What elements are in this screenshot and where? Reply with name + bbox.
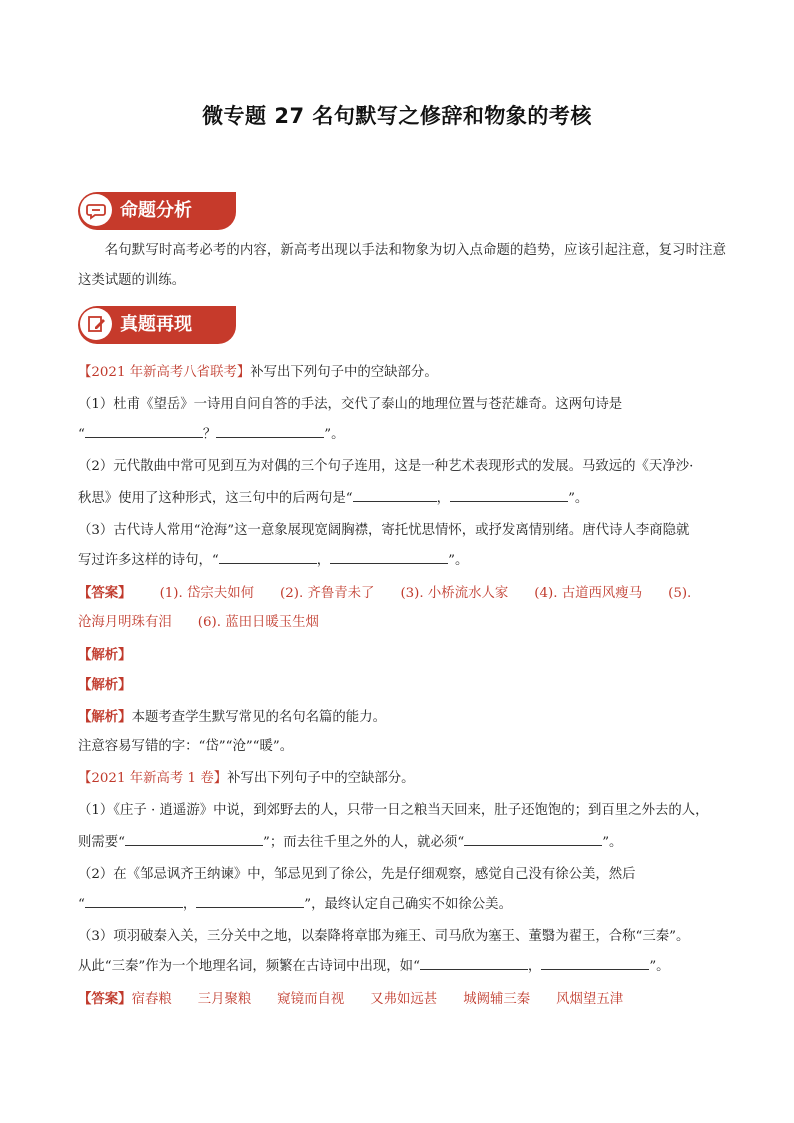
question-2-prompt: 补写出下列句子中的空缺部分。 bbox=[227, 771, 415, 786]
q2-item2-line1: （2）在《邹忌讽齐王纳谏》中，邹忌见到了徐公，先是仔细观察，感觉自己没有徐公美，然后 bbox=[78, 867, 636, 882]
analysis-text: 名句默写时高考必考的内容，新高考出现以手法和物象为切入点命题的趋势，应该引起注意，复习时注意这类试题的训练。 bbox=[78, 243, 726, 288]
answer-item: (6). 蓝田日暖玉生烟 bbox=[197, 615, 319, 630]
q2-item1-line2: 则需要“ ”；而去往千里之外的人，就必须“ ”。 bbox=[78, 835, 623, 850]
q1-answer-line2 bbox=[78, 608, 726, 638]
answer-item: 三月聚粮 bbox=[197, 992, 252, 1007]
section-tag-analysis bbox=[78, 192, 236, 230]
answer-blank[interactable] bbox=[464, 833, 602, 846]
answer-item: 沧海月明珠有泪 bbox=[78, 615, 172, 630]
q2-item3-line1: （3）项羽破秦入关，三分关中之地，以秦降将章邯为雍王、司马欣为塞王、董翳为翟王，合称“三秦”。 bbox=[78, 929, 690, 944]
analysis-note: 注意容易写错的字：“岱”“沧”“暖”。 bbox=[78, 739, 294, 754]
page-title: 微专题 27 名句默写之修辞和物象的考核 bbox=[202, 104, 592, 128]
answer-blank[interactable] bbox=[330, 551, 448, 564]
q1-answer-line1 bbox=[78, 578, 726, 609]
answer-item: 窥镜而自视 bbox=[277, 992, 345, 1007]
answer-item: (1). 岱宗夫如何 bbox=[159, 586, 254, 601]
answer-blank[interactable] bbox=[450, 489, 568, 502]
answer-blank[interactable] bbox=[541, 957, 649, 970]
answer-item: 城阙辅三秦 bbox=[463, 992, 531, 1007]
answer-blank[interactable] bbox=[85, 895, 183, 908]
question-1-source: 2021 年新高考八省联考 bbox=[91, 365, 237, 380]
answer-blank[interactable] bbox=[216, 425, 324, 438]
q2-answer-line bbox=[78, 984, 726, 1015]
q2-item1-line1: （1）《庄子 · 逍遥游》中说，到郊野去的人，只带一日之粮当天回来，肚子还饱饱的；到百里之外去的人， bbox=[78, 803, 709, 818]
analysis-label-2: 【解析】 bbox=[78, 677, 132, 693]
answer-blank[interactable] bbox=[85, 425, 203, 438]
section-label-real-questions: 真题再现 bbox=[120, 314, 192, 335]
answer-blank[interactable] bbox=[196, 895, 304, 908]
q2-item2-line2: “ ， ”，最终认定自己确实不如徐公美。 bbox=[78, 897, 512, 912]
q1-item1-line1: （1）杜甫《望岳》一诗用自问自答的手法，交代了泰山的地理位置与苍茫雄奇。这两句诗是 bbox=[78, 397, 623, 412]
q1-item3-line1: （3）古代诗人常用“沧海”这一意象展现宽阔胸襟，寄托忧思情怀，或抒发离情别绪。唐代诗人李商隐就 bbox=[78, 523, 690, 538]
question-1-header: 【2021 年新高考八省联考】补写出下列句子中的空缺部分。 bbox=[78, 365, 438, 380]
answer-item: 又弗如远甚 bbox=[370, 992, 438, 1007]
analysis-label-1: 【解析】 bbox=[78, 647, 132, 663]
answer-item: (5). bbox=[668, 586, 692, 601]
q1-item1-line2: “ ？ ”。 bbox=[78, 427, 345, 442]
question-2-header: 【2021 年新高考 1 卷】补写出下列句子中的空缺部分。 bbox=[78, 771, 415, 786]
q1-item2-line1: （2）元代散曲中常可见到互为对偶的三个句子连用，这是一种艺术表现形式的发展。马致远的《天净沙· bbox=[78, 459, 694, 474]
answer-item: 宿舂粮 bbox=[131, 992, 172, 1007]
section-label-analysis: 命题分析 bbox=[120, 200, 192, 221]
answer-blank[interactable] bbox=[219, 551, 317, 564]
section-tag-real-questions bbox=[78, 306, 236, 344]
answer-blank[interactable] bbox=[420, 957, 528, 970]
q2-item3-line2: 从此“三秦”作为一个地理名词，频繁在古诗词中出现，如“ ， ”。 bbox=[78, 959, 670, 974]
q1-item3-line2: 写过许多这样的诗句，“ ， ”。 bbox=[78, 553, 469, 568]
speech-bubble-icon bbox=[80, 194, 112, 226]
question-1-prompt: 补写出下列句子中的空缺部分。 bbox=[250, 365, 438, 380]
answer-blank[interactable] bbox=[353, 489, 437, 502]
answer-label: 【答案】 bbox=[78, 991, 132, 1007]
answer-item: (2). 齐鲁青未了 bbox=[280, 586, 375, 601]
question-2-source: 2021 年新高考 1 卷 bbox=[91, 771, 214, 786]
answer-item: (4). 古道西风瘦马 bbox=[534, 586, 643, 601]
answer-item: (3). 小桥流水人家 bbox=[400, 586, 509, 601]
answer-item: 风烟望五津 bbox=[556, 992, 624, 1007]
analysis-explanation: 【解析】本题考查学生默写常见的名句名篇的能力。 bbox=[78, 709, 386, 725]
answer-label: 【答案】 bbox=[78, 585, 132, 601]
edit-note-icon bbox=[80, 308, 112, 340]
answer-blank[interactable] bbox=[125, 833, 263, 846]
q1-item2-line2: 秋思》使用了这种形式，这三句中的后两句是“ ， ”。 bbox=[78, 491, 589, 506]
